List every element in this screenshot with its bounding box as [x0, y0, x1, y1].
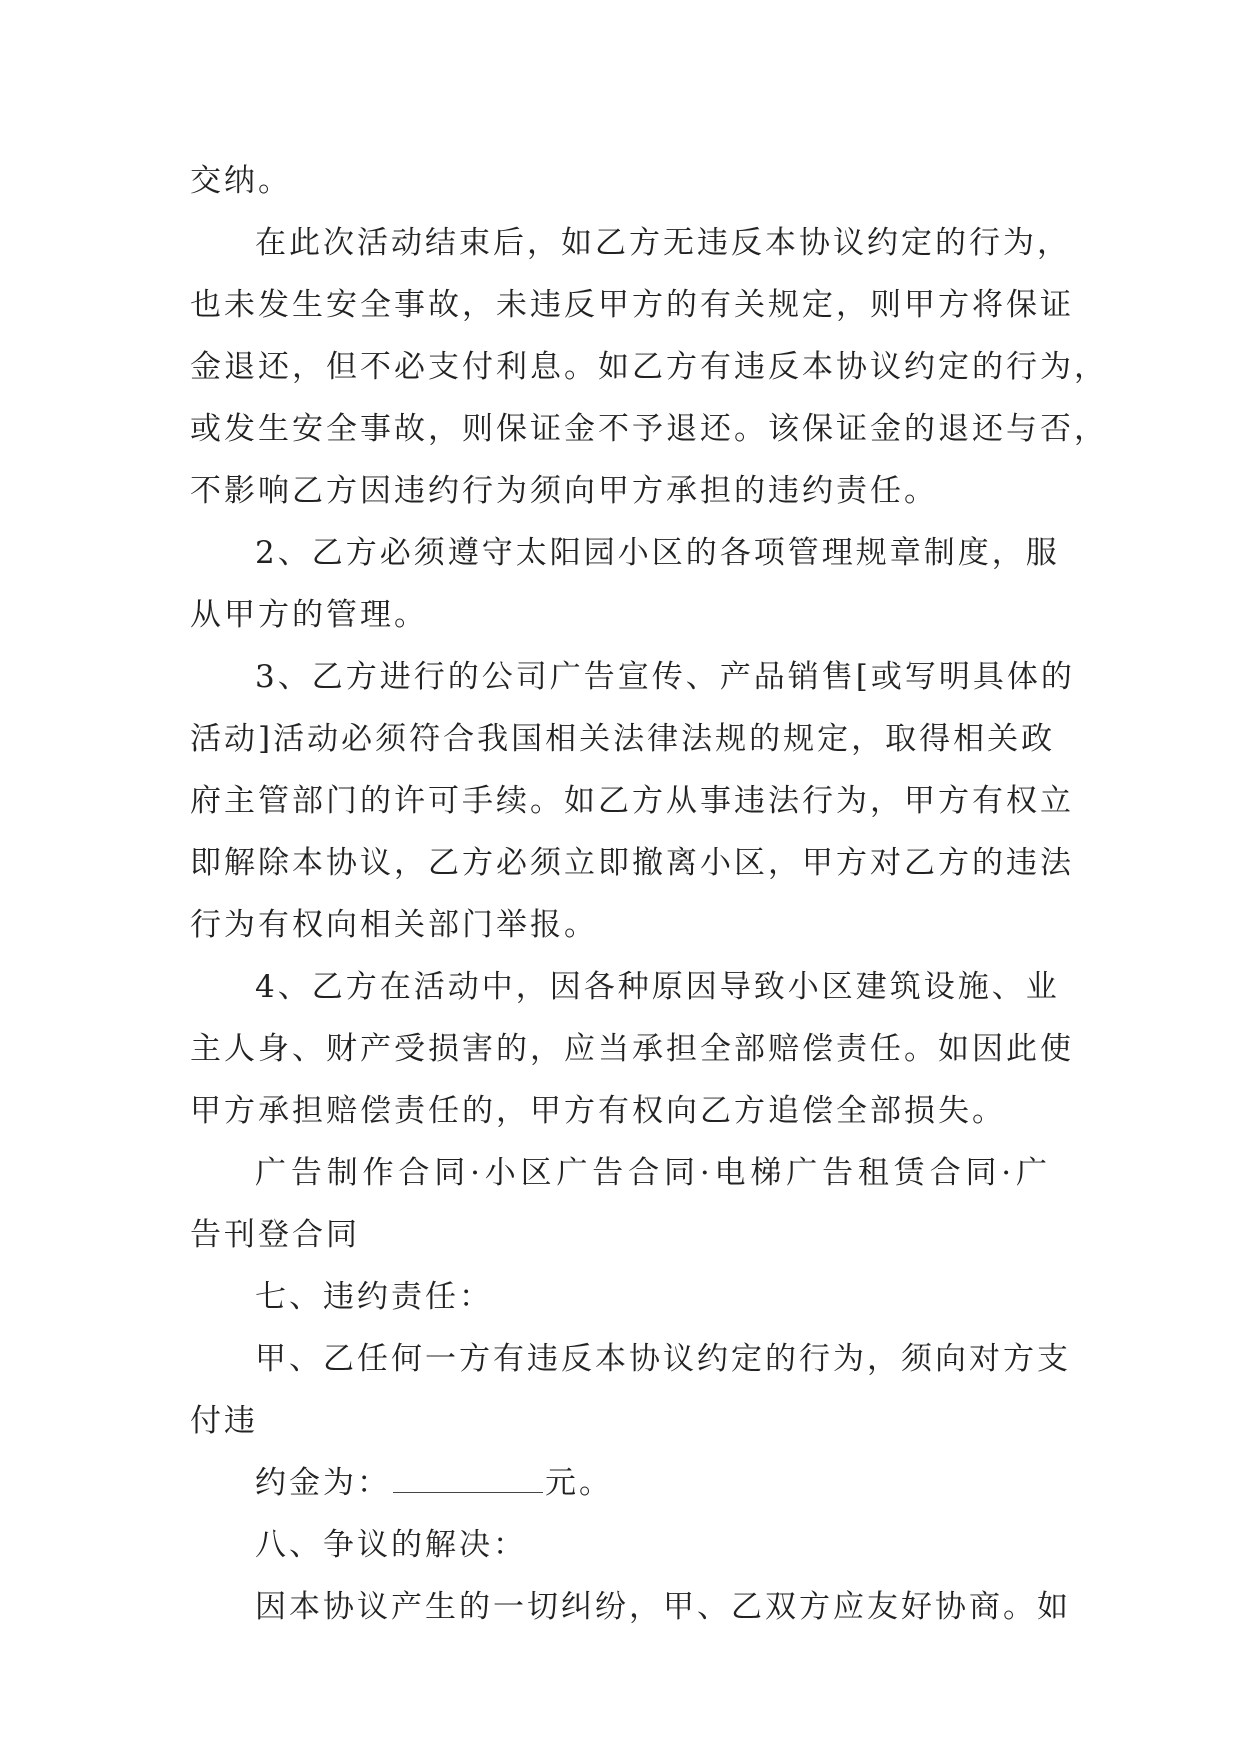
text-line: 金退还，但不必支付利息。如乙方有违反本协议约定的行为， — [190, 349, 1108, 385]
penalty-amount-blank[interactable] — [393, 1470, 543, 1493]
text-line: 从甲方的管理。 — [190, 597, 428, 633]
text-line: 不影响乙方因违约行为须向甲方承担的违约责任。 — [190, 473, 938, 509]
text-line: 付违 — [190, 1403, 258, 1439]
text-line: 4、乙方在活动中，因各种原因导致小区建筑设施、业 — [255, 969, 1060, 1005]
text-line: 甲方承担赔偿责任的，甲方有权向乙方追偿全部损失。 — [190, 1093, 1006, 1129]
text-line: 告刊登合同 — [190, 1217, 360, 1253]
penalty-line — [190, 1452, 1050, 1514]
text-line: 行为有权向相关部门举报。 — [190, 907, 598, 943]
text-line: 交纳。 — [190, 163, 292, 199]
text-line: 即解除本协议，乙方必须立即撤离小区，甲方对乙方的违法 — [190, 845, 1074, 881]
text-line: 甲、乙任何一方有违反本协议约定的行为，须向对方支 — [255, 1341, 1071, 1377]
text-line: 在此次活动结束后，如乙方无违反本协议约定的行为， — [255, 225, 1071, 261]
document-body — [190, 150, 1108, 1452]
text-line: 广告制作合同·小区广告合同·电梯广告租赁合同·广 — [255, 1155, 1050, 1191]
text-line: 3、乙方进行的公司广告宣传、产品销售[或写明具体的 — [255, 659, 1075, 695]
document-tail — [190, 1514, 1071, 1638]
text-line: 活动]活动必须符合我国相关法律法规的规定，取得相关政 — [190, 721, 1056, 757]
text-line: 也未发生安全事故，未违反甲方的有关规定，则甲方将保证 — [190, 287, 1074, 323]
penalty-suffix: 元。 — [545, 1465, 613, 1501]
text-line: 七、违约责任： — [255, 1279, 493, 1315]
text-line: 主人身、财产受损害的，应当承担全部赔偿责任。如因此使 — [190, 1031, 1074, 1067]
text-line: 因本协议产生的一切纠纷，甲、乙双方应友好协商。如 — [255, 1589, 1071, 1625]
penalty-prefix: 约金为： — [255, 1465, 391, 1501]
text-line: 2、乙方必须遵守太阳园小区的各项管理规章制度，服 — [255, 535, 1060, 571]
text-line: 八、争议的解决： — [255, 1527, 527, 1563]
document-page — [190, 150, 1108, 1638]
text-line: 或发生安全事故，则保证金不予退还。该保证金的退还与否， — [190, 411, 1108, 447]
text-line: 府主管部门的许可手续。如乙方从事违法行为，甲方有权立 — [190, 783, 1074, 819]
